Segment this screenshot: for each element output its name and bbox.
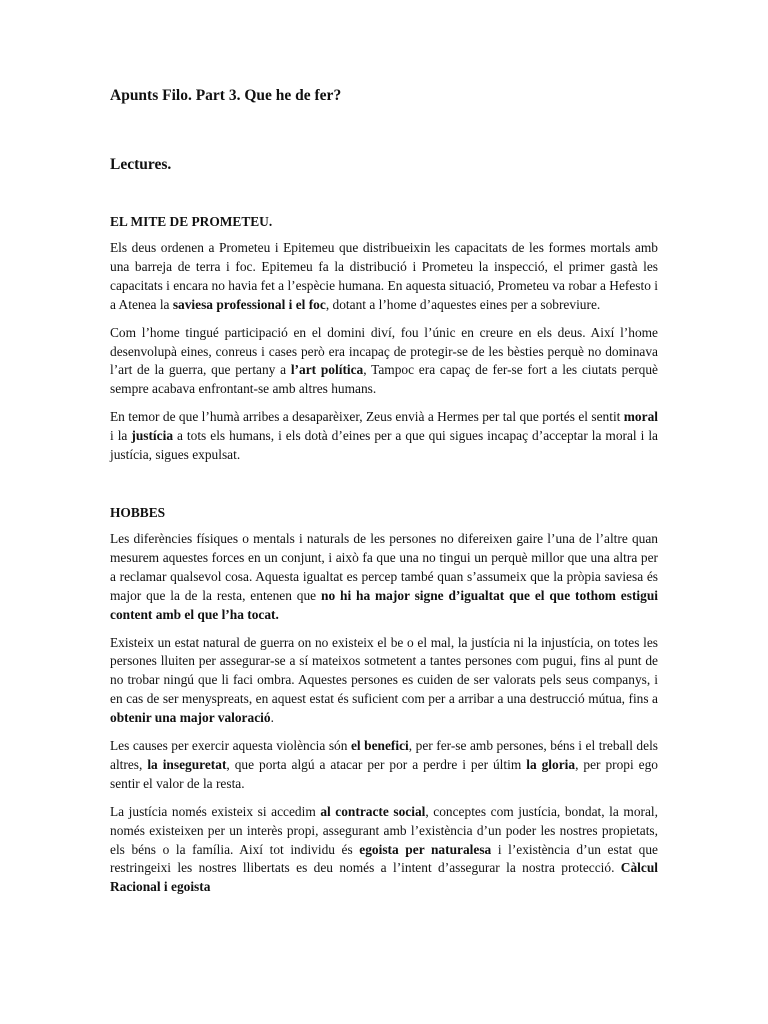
text-run: Els deus ordenen a Prometeu i Epitemeu que distribueixin les capacitats de les formes mortals amb una barreja de terra i foc. Epitemeu fa la distribució i Prometeu la inspecció, el primer gastà les capacitats i encara no havia fet a l’espècie humana. En aquesta situació, Prometeu va robar a Hefesto i a Atenea la <box>110 240 658 312</box>
text-run: Com l’home tingué participació en el domini diví, fou l’únic en creure en els deus. Així l’home desenvolupà eines, conreus i cases però era incapaç de protegir-se de les bèsties perquè no dominava l’art de la guerra, que pertany a <box>110 324 658 378</box>
text-run: La justícia només existeix si accedim <box>110 803 321 819</box>
text-run: Existeix un estat natural de guerra on no existeix el be o el mal, la justícia ni la injustícia, on totes les persones lluiten per assegurar-se a sí mateixos sotmetent a tantes persones com pugui, fins al punt de no trobar ningú que li faci ombra. Aquestes persones es cuiden de ser valorats pels seus companys, i en cas de ser menyspreats, en aquest estat és suficient com per a arribar a una destrucció mútua, fins a <box>110 634 658 707</box>
paragraph <box>110 324 658 400</box>
bold-text: moral <box>623 409 658 425</box>
section-prometeu <box>110 213 658 465</box>
bold-text: al contracte social <box>320 803 426 819</box>
paragraph <box>110 634 658 729</box>
bold-text: saviesa professional i el foc <box>172 296 326 312</box>
section-spacer <box>110 474 658 504</box>
paragraph <box>110 803 658 898</box>
paragraph <box>110 408 658 465</box>
text-run: . <box>270 710 274 726</box>
section-heading: EL MITE DE PROMETEU. <box>110 214 273 229</box>
bold-text: egoista per naturalesa <box>359 841 492 857</box>
bold-text: obtenir una major valoració <box>110 710 271 726</box>
paragraph <box>110 530 658 625</box>
paragraph <box>110 239 658 315</box>
bold-text: el benefici <box>350 738 409 754</box>
document-subtitle: Lectures. <box>110 156 172 173</box>
text-run: , que porta algú a atacar per por a perdre i per últim <box>226 756 527 772</box>
text-run: a tots els humans, i els dotà d’eines per a que qui sigues incapaç d’acceptar la moral i la justícia, sigues expulsat. <box>110 428 658 463</box>
text-run: i l’existència d’un estat que restringeixi les nostres llibertats es deu només a l’intent d’assegurar la nostra protecció. <box>110 841 658 876</box>
text-run: En temor de que l’humà arribes a desaparèixer, Zeus envià a Hermes per tal que portés el sentit <box>110 409 624 425</box>
section-heading: HOBBES <box>110 504 166 520</box>
bold-text: Càlcul Racional i egoista <box>110 860 658 895</box>
bold-text: la inseguretat <box>147 756 227 772</box>
bold-text: l’art política <box>290 362 364 378</box>
text-run: , dotant a l’home d’aquestes eines per a sobreviure. <box>325 296 601 312</box>
text-run: , per fer-se amb persones, béns i el treball dels altres, <box>110 738 659 772</box>
paragraph <box>110 737 658 794</box>
document-page <box>110 86 658 906</box>
text-run: , Tampoc era capaç de fer-se fort a les ciutats perquè sempre acabava enfrontant-se amb altres humans. <box>110 362 659 397</box>
text-run: , per propi ego sentir el valor de la resta. <box>110 756 659 791</box>
text-run: , conceptes com justícia, bondat, la moral, només existeixen per un interès propi, assegurant amb l’existència d’un poder les nostres propietats, els béns o la família. Així tot individu és <box>110 803 658 857</box>
section-hobbes <box>110 504 658 897</box>
text-run: Les causes per exercir aquesta violència són <box>110 738 351 754</box>
text-run: i la <box>110 428 132 444</box>
document-title: Apunts Filo. Part 3. Que he de fer? <box>110 87 342 104</box>
bold-text: la gloria <box>526 756 576 772</box>
bold-text: justícia <box>131 428 174 444</box>
text-run: Les diferències físiques o mentals i naturals de les persones no difereixen gaire l’una de l’altre quan mesurem aquestes forces en un conjunt, i això fa que una no tingui un perquè millor que una altra per a reclamar qualsevol cosa. Aquesta igualtat es percep també quan s’assumeix que la pròpia saviesa és major que la de la resta, entenen que <box>110 530 658 603</box>
bold-text: no hi ha major signe d’igualtat que el que tothom estigui content amb el que l’ha tocat. <box>110 587 658 622</box>
